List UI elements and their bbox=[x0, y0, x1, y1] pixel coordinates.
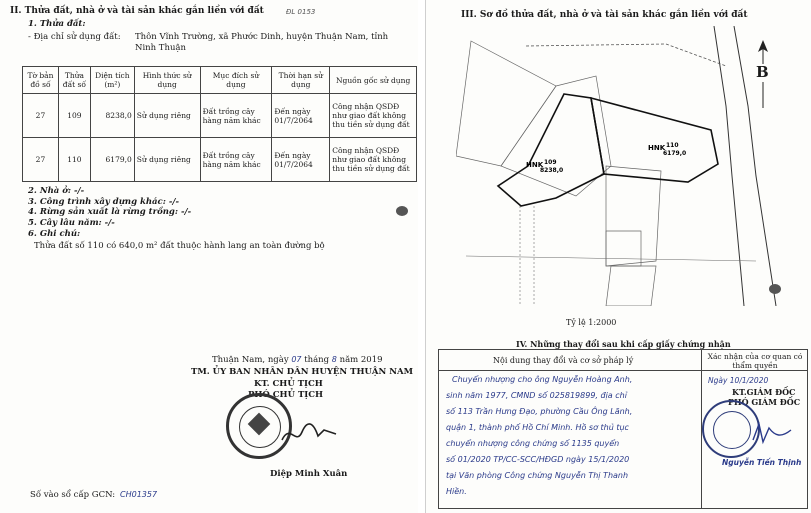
header-term: Thời hạn sử dụng bbox=[272, 67, 330, 94]
changes-col1-header: Nội dung thay đổi và cơ sở pháp lý bbox=[493, 356, 634, 365]
north-label: B bbox=[756, 63, 769, 81]
cell-origin: Công nhận QSDĐ như giao đất không thu tiền sử dụng đất bbox=[330, 94, 417, 138]
confirm-signature-icon bbox=[751, 420, 795, 446]
construction-line: 3. Công trình xây dựng khác: -/- bbox=[28, 197, 179, 207]
change-line: chuyển nhượng công chứng số 1135 quyển bbox=[446, 439, 620, 448]
date-day: 07 bbox=[291, 355, 302, 364]
perennial-line: 5. Cây lâu năm: -/- bbox=[28, 218, 115, 228]
punch-hole-icon bbox=[769, 284, 781, 294]
authority-line-3: PHÓ CHỦ TỊCH bbox=[248, 390, 324, 400]
register-label: Số vào sổ cấp GCN: bbox=[30, 490, 116, 500]
section-title-ii: II. Thửa đất, nhà ở và tài sản khác gắn liền với đất bbox=[10, 6, 264, 16]
house-line: 2. Nhà ở: -/- bbox=[28, 186, 85, 196]
confirm-signer: Nguyễn Tiến Thịnh bbox=[722, 458, 802, 467]
table-row bbox=[23, 138, 417, 182]
cell-term: Đến ngày 01/7/2064 bbox=[272, 94, 330, 138]
header-purpose: Mục đích sử dụng bbox=[200, 67, 272, 94]
register-number: CH01357 bbox=[120, 490, 158, 499]
address-label: - Địa chỉ sử dụng đất: bbox=[28, 32, 121, 42]
date-month: 8 bbox=[331, 355, 337, 364]
section-title-iii: III. Sơ đồ thửa đất, nhà ở và tài sản khác gắn liền với đất bbox=[461, 10, 748, 20]
header-origin: Nguồn gốc sử dụng bbox=[330, 67, 417, 94]
cell-map-sheet: 27 bbox=[23, 138, 59, 182]
change-line: sinh năm 1977, CMND số 025819899, địa chỉ bbox=[446, 391, 627, 400]
header-map-sheet: Tờ bản đồ số bbox=[23, 67, 59, 94]
forest-line: 4. Rừng sản xuất là rừng trồng: -/- bbox=[28, 207, 192, 217]
cell-area: 6179,0 bbox=[90, 138, 134, 182]
cell-term: Đến ngày 01/7/2064 bbox=[272, 138, 330, 182]
corner-note: ĐL 0153 bbox=[286, 8, 316, 16]
changes-col2-header: Xác nhận của cơ quan có thẩm quyền bbox=[707, 352, 803, 370]
date-year: năm 2019 bbox=[339, 355, 383, 365]
confirm-title-2: PHÓ GIÁM ĐỐC bbox=[728, 397, 801, 407]
address-line-1: Thôn Vĩnh Trường, xã Phước Dinh, huyện Thuận Nam, tỉnh bbox=[135, 32, 389, 42]
change-line: quận 1, thành phố Hồ Chí Minh. Hồ sơ thủ tục bbox=[446, 423, 629, 432]
notes-text: Thửa đất số 110 có 640,0 m² đất thuộc hành lang an toàn đường bộ bbox=[34, 241, 325, 251]
issue-date bbox=[212, 355, 383, 365]
parcel-diagram bbox=[456, 26, 786, 306]
section-title-iv: IV. Những thay đổi sau khi cấp giấy chứng nhận bbox=[516, 339, 731, 349]
parcel-109-code: HNK bbox=[526, 161, 544, 169]
scale-label: Tỷ lệ 1:2000 bbox=[566, 318, 617, 327]
parcel-110-area: 6179,0 bbox=[663, 150, 687, 157]
parcel-109-no: 109 bbox=[544, 159, 557, 166]
parcel-110-no: 110 bbox=[666, 142, 679, 149]
cell-purpose: Đất trồng cây hàng năm khác bbox=[200, 94, 272, 138]
table-header-row bbox=[23, 67, 417, 94]
parcel-110-boundary bbox=[591, 98, 718, 182]
cell-parcel-no: 110 bbox=[58, 138, 90, 182]
cell-map-sheet: 27 bbox=[23, 94, 59, 138]
parcel-109-boundary bbox=[498, 94, 604, 206]
signer-name: Diệp Minh Xuân bbox=[270, 469, 348, 479]
cell-parcel-no: 109 bbox=[58, 94, 90, 138]
header-use-form: Hình thức sử dụng bbox=[134, 67, 200, 94]
north-arrow-icon bbox=[756, 40, 770, 110]
date-prefix: Thuận Nam, ngày bbox=[212, 355, 289, 365]
land-table bbox=[22, 66, 417, 182]
cell-use-form: Sử dụng riêng bbox=[134, 138, 200, 182]
authority-line-2: KT. CHỦ TỊCH bbox=[254, 379, 323, 389]
change-line: Hiền. bbox=[446, 487, 467, 496]
land-heading: 1. Thửa đất: bbox=[28, 19, 86, 29]
cell-purpose: Đất trồng cây hàng năm khác bbox=[200, 138, 272, 182]
change-line: Chuyển nhượng cho ông Nguyễn Hoàng Anh, bbox=[452, 375, 633, 384]
signature-icon bbox=[280, 418, 340, 448]
parcel-110-code: HNK bbox=[648, 144, 666, 152]
header-area: Diện tích (m²) bbox=[90, 67, 134, 94]
confirm-title-1: KT.GIÁM ĐỐC bbox=[732, 387, 796, 397]
table-row bbox=[23, 94, 417, 138]
change-line: số 01/2020 TP/CC-SCC/HĐGD ngày 15/1/2020 bbox=[446, 455, 630, 464]
confirm-date: Ngày 10/1/2020 bbox=[708, 376, 769, 385]
change-line: số 113 Trần Hưng Đạo, phường Cầu Ông Lãnh, bbox=[446, 407, 633, 416]
punch-hole-icon bbox=[396, 206, 408, 216]
authority-line-1: TM. ỦY BAN NHÂN DÂN HUYỆN THUẬN NAM bbox=[191, 367, 414, 377]
cell-use-form: Sử dụng riêng bbox=[134, 94, 200, 138]
parcel-109-area: 8238,0 bbox=[540, 167, 564, 174]
address-line-2: Ninh Thuận bbox=[135, 43, 186, 53]
header-parcel-no: Thửa đất số bbox=[58, 67, 90, 94]
cell-area: 8238,0 bbox=[90, 94, 134, 138]
notes-heading: 6. Ghi chú: bbox=[28, 229, 81, 239]
date-month-label: tháng bbox=[304, 355, 330, 365]
change-line: tại Văn phòng Công chứng Nguyễn Thị Thanh bbox=[446, 471, 629, 480]
certificate-page-right bbox=[425, 0, 811, 513]
cell-origin: Công nhận QSDĐ như giao đất không thu tiền sử dụng đất bbox=[330, 138, 417, 182]
